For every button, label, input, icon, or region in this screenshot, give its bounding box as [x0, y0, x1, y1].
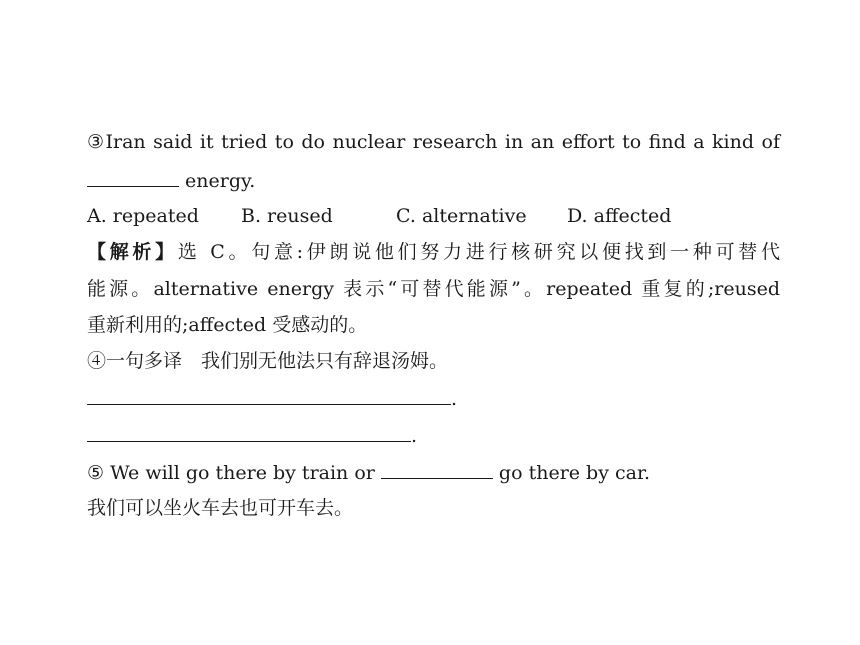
q5-answer-blank[interactable] [381, 460, 493, 479]
q3-option-a: A. repeated [87, 205, 199, 227]
q3-stem-suffix: energy. [179, 170, 256, 192]
q3-analysis-line2: 能源。alternative energy 表示“可替代能源”。repeated 重复的;reused [87, 278, 780, 300]
q5-text-after: go there by car. [492, 462, 650, 484]
q3-stem-line2 [87, 168, 255, 193]
analysis-text-1: 选 C。句意:伊朗说他们努力进行核研究以便找到一种可替代 [177, 241, 780, 263]
q3-option-c: C. alternative [396, 205, 527, 227]
q3-stem-line1: ③Iran said it tried to do nuclear research in an effort to find a kind of [87, 131, 780, 153]
q4-end-2: . [411, 425, 418, 447]
q3-analysis-line3: 重新利用的;affected 受感动的。 [87, 314, 368, 336]
q4-end-1: . [451, 388, 458, 410]
q5-translation: 我们可以坐火车去也可开车去。 [87, 497, 354, 519]
q3-options [87, 204, 787, 228]
q4-answer-blank-2[interactable] [87, 423, 411, 442]
q5-sentence [87, 460, 650, 485]
q3-answer-blank[interactable] [87, 168, 179, 187]
analysis-label: 【解析】 [87, 241, 178, 263]
q4-answer-line2 [87, 423, 417, 448]
q3-option-b: B. reused [241, 205, 333, 227]
q4-answer-line1 [87, 386, 457, 411]
q4-prompt: ④一句多译 我们别无他法只有辞退汤姆。 [87, 350, 449, 372]
q3-analysis-line1 [87, 240, 780, 264]
q3-option-d: D. affected [567, 205, 672, 227]
q5-text-before: ⑤ We will go there by train or [87, 462, 381, 484]
q4-answer-blank-1[interactable] [87, 386, 451, 405]
